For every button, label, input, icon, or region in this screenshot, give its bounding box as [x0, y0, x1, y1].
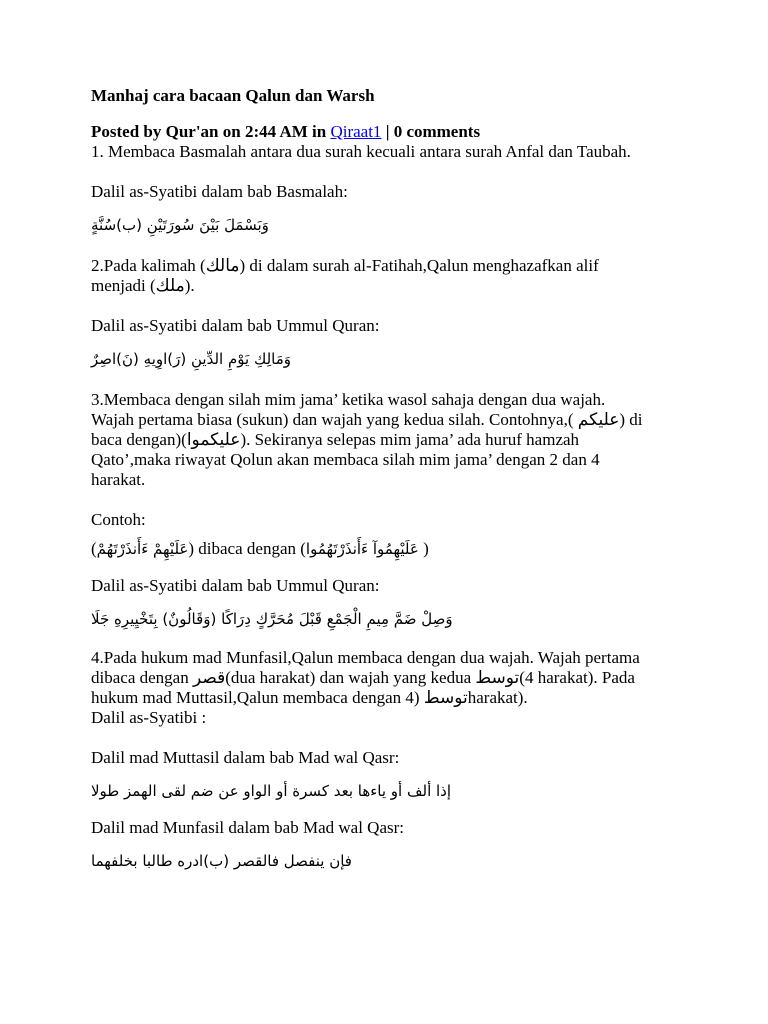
- s3-line2a: Wajah pertama biasa (sukun) dan wajah yang kedua silah. Contohnya,(: [91, 410, 578, 429]
- contoh-arabic-original: عَلَيْهِمْ ءَأَنذَرْتَهُمْ: [96, 540, 189, 558]
- section-3-verse-line: [91, 602, 691, 636]
- posted-by-text: Posted by Qur'an on 2:44 AM in: [91, 122, 331, 141]
- section-3-text: [91, 390, 691, 490]
- contoh-paren-close: ): [418, 539, 429, 558]
- s3-arabic-alaikum: عليكم: [577, 410, 620, 430]
- munfasil-heading: Dalil mad Munfasil dalam bab Mad wal Qasr:: [91, 818, 405, 837]
- s2-arabic-malik: مالك: [205, 256, 240, 276]
- comments-count[interactable]: 0 comments: [393, 122, 481, 141]
- s2-text-a: 2.Pada kalimah (: [91, 256, 206, 275]
- muttasil-verse: إذا ألف أو ياءها بعد كسرة أو الواو عن ضم لقى الهمز طولا: [91, 782, 452, 800]
- s3-line3a: baca dengan)(: [91, 430, 187, 449]
- section-3-dalil-heading: Dalil as-Syatibi dalam bab Ummul Quran:: [91, 576, 380, 595]
- s3-arabic-alaikumu: عليكموا: [186, 430, 241, 450]
- s2-text-d: ).: [184, 276, 195, 295]
- munfasil-verse: فإن ينفصل فالقصر (ب)ادره طالبا بخلفهما: [91, 852, 352, 870]
- section-1-dalil-heading: Dalil as-Syatibi dalam bab Basmalah:: [91, 182, 348, 201]
- s3-line1: 3.Membaca dengan silah mim jama’ ketika wasol sahaja dengan dua wajah.: [91, 390, 606, 409]
- muttasil-heading: Dalil mad Muttasil dalam bab Mad wal Qasr:: [91, 748, 400, 767]
- section-1-text: 1. Membaca Basmalah antara dua surah kecuali antara surah Anfal dan Taubah.: [91, 142, 631, 161]
- section-2-text: [91, 256, 691, 296]
- section-1-verse: وَبَسْمَلَ بَيْنَ سُورَتَيْنِ (ب)سُنَّةٍ: [91, 216, 269, 234]
- s4-arabic-qasr: قصر: [192, 668, 226, 688]
- meta-separator: |: [381, 122, 394, 141]
- s4-line1: 4.Pada hukum mad Munfasil,Qalun membaca dengan dua wajah. Wajah pertama: [91, 648, 640, 667]
- s4-line2b: (dua harakat) dan wajah yang kedua: [225, 668, 476, 687]
- blog-post: [91, 86, 691, 878]
- post-title: Manhaj cara bacaan Qalun dan Warsh: [91, 86, 375, 105]
- s2-text-c: menjadi (: [91, 276, 156, 295]
- contoh-dibaca-dengan: ) dibaca dengan (: [188, 539, 306, 558]
- section-3-contoh-line: [91, 536, 691, 562]
- s2-text-b: ) di dalam surah al-Fatihah,Qalun menghazafkan alif: [239, 256, 599, 275]
- s4-arabic-tawassut-2: توسط: [423, 688, 468, 708]
- s3-line5: harakat.: [91, 470, 146, 489]
- s3-line2b: ) di: [619, 410, 643, 429]
- section-3-contoh-heading: Contoh:: [91, 510, 146, 529]
- category-link[interactable]: Qiraat1: [330, 122, 382, 141]
- section-1-verse-line: [91, 208, 691, 242]
- s4-dalil-heading: Dalil as-Syatibi :: [91, 708, 207, 727]
- s3-line3b: ). Sekiranya selepas mim jama’ ada huruf hamzah: [240, 430, 580, 449]
- s3-line4: Qato’,maka riwayat Qolun akan membaca silah mim jama’ dengan 2 dan 4: [91, 450, 600, 469]
- section-2-dalil-heading: Dalil as-Syatibi dalam bab Ummul Quran:: [91, 316, 380, 335]
- section-4-text: [91, 648, 691, 728]
- s4-arabic-tawassut: توسط: [475, 668, 520, 688]
- s4-line2a: dibaca dengan: [91, 668, 193, 687]
- munfasil-verse-line: [91, 844, 691, 878]
- section-2-verse: وَمَالِكِ يَوْمِ الدِّينِ (رَ)اوِيهِ (نَ)اصِرٌ: [91, 350, 292, 368]
- s4-line2c: (4 harakat). Pada: [519, 668, 635, 687]
- section-2-verse-line: [91, 342, 691, 376]
- post-meta: [91, 122, 691, 142]
- s4-line3a: hukum mad Muttasil,Qalun membaca dengan 4): [91, 688, 424, 707]
- section-3-verse: وَصِلْ ضَمَّ مِيمِ الْجَمْعِ قَبْلَ مُحَرَّكٍ دِرَاكًا (وَقَالُونٌ) بِتَخْيِيرِهِ جَلَا: [91, 610, 453, 628]
- s2-arabic-malik-short: ملك: [155, 276, 185, 296]
- contoh-arabic-silah: عَلَيْهِمُوآ ءَأَنذَرْتَهُمُوا: [305, 540, 419, 558]
- s4-line3b: harakat).: [467, 688, 528, 707]
- contoh-paren-open: (: [91, 539, 97, 558]
- muttasil-verse-line: [91, 774, 691, 808]
